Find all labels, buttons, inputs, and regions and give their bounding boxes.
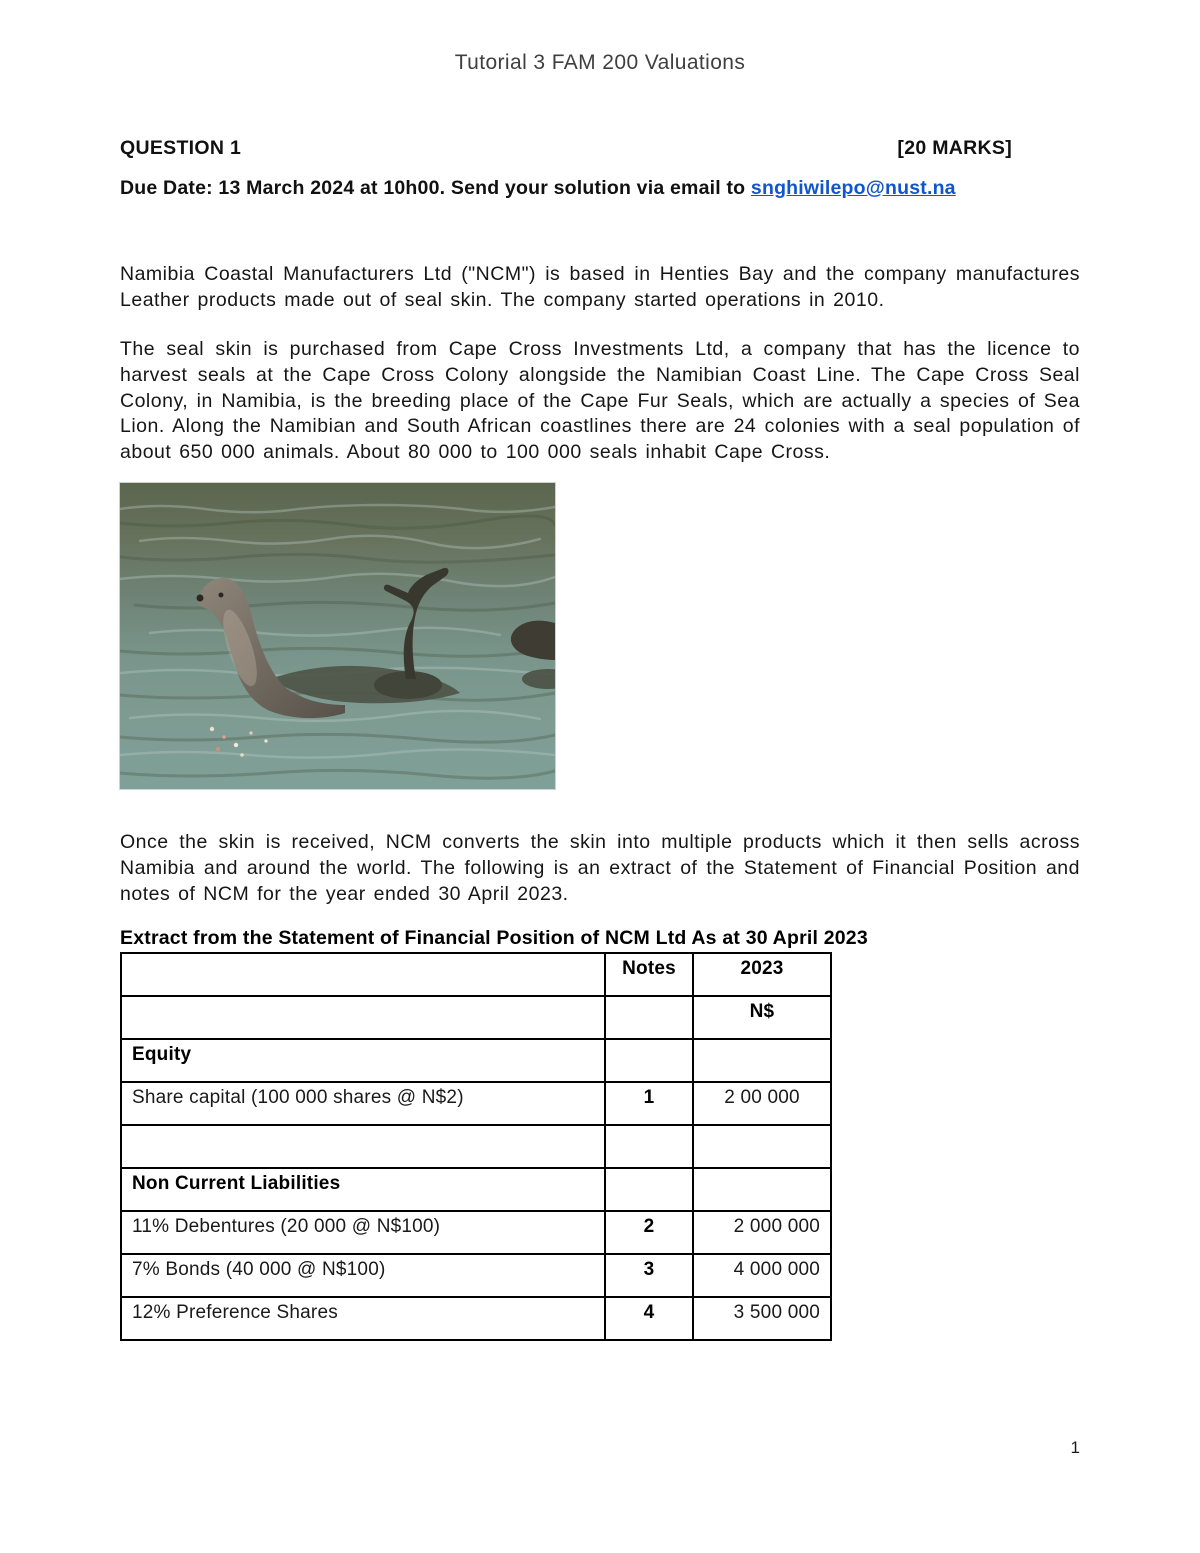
section-label-cell: Equity [121,1039,605,1082]
row-label-cell: 12% Preference Shares [121,1297,605,1340]
table-header-row [121,953,831,996]
water-background [120,483,555,789]
note-cell [605,1125,693,1168]
question-label: QUESTION 1 [120,137,242,159]
value-cell: 4 000 000 [693,1254,831,1297]
currency-unit-cell: N$ [693,996,831,1039]
table-title: Extract from the Statement of Financial Position of NCM Ltd As at 30 April 2023 [120,927,868,949]
value-cell: 2 00 000 [693,1082,831,1125]
table-row [121,1125,831,1168]
seal-nose [197,595,204,602]
note-cell [605,1039,693,1082]
table-row [121,1039,831,1082]
seal-eye [219,593,224,598]
table-row [121,996,831,1039]
seals-photo-illustration [120,483,555,789]
paragraph-company-intro: Namibia Coastal Manufacturers Ltd ("NCM") is based in Henties Bay and the company manufactures Leather products made out of seal skin. The company started operations in 2010. [120,263,1080,311]
section-label-cell: Non Current Liabilities [121,1168,605,1211]
note-cell: 2 [605,1211,693,1254]
due-date-text: Due Date: 13 March 2024 at 10h00. Send your solution via email to [120,177,751,199]
page-title: Tutorial 3 FAM 200 Valuations [454,51,746,74]
seals-photo [120,483,555,789]
value-cell [693,1039,831,1082]
value-cell [693,1125,831,1168]
paragraph-seal-skin-source: The seal skin is purchased from Cape Cross Investments Ltd, a company that has the licence to harvest seals at the Cape Cross Colony alongside the Namibian Coast Line. The Cape Cross Seal Colony, in Namibia, is the breeding place of the Cape Fur Seals, which are actually a species of Sea Lion. Along the Namibian and South African coastlines there are 24 colonies with a seal population of about 650 000 animals. About 80 000 to 100 000 seals inhabit Cape Cross. [120,338,1080,464]
row-label-cell: 11% Debentures (20 000 @ N$100) [121,1211,605,1254]
note-cell: 3 [605,1254,693,1297]
blank-header-cell [121,953,605,996]
row-label-cell: 7% Bonds (40 000 @ N$100) [121,1254,605,1297]
row-label-cell [121,1125,605,1168]
financial-position-table [120,952,832,1341]
table-row [121,1254,831,1297]
value-cell: 3 500 000 [693,1297,831,1340]
note-cell: 4 [605,1297,693,1340]
value-cell: 2 000 000 [693,1211,831,1254]
notes-column-header: Notes [605,953,693,996]
table-row [121,1168,831,1211]
note-cell: 1 [605,1082,693,1125]
year-column-header: 2023 [693,953,831,996]
note-cell [605,996,693,1039]
table-row [121,1082,831,1125]
question-marks: [20 MARKS] [897,137,1012,159]
email-link[interactable]: snghiwilepo@nust.na [750,177,956,199]
page-number: 1 [1070,1438,1080,1457]
paragraph-products-extract: Once the skin is received, NCM converts the skin into multiple products which it then sells across Namibia and around the world. The following is an extract of the Statement of Financial Position and notes of NCM for the year ended 30 April 2023. [120,831,1080,905]
note-cell [605,1168,693,1211]
table-row [121,1211,831,1254]
question-header [120,137,1012,160]
table-row [121,1297,831,1340]
due-date-line [120,177,1080,200]
row-label-cell: Share capital (100 000 shares @ N$2) [121,1082,605,1125]
row-label-cell [121,996,605,1039]
value-cell [693,1168,831,1211]
